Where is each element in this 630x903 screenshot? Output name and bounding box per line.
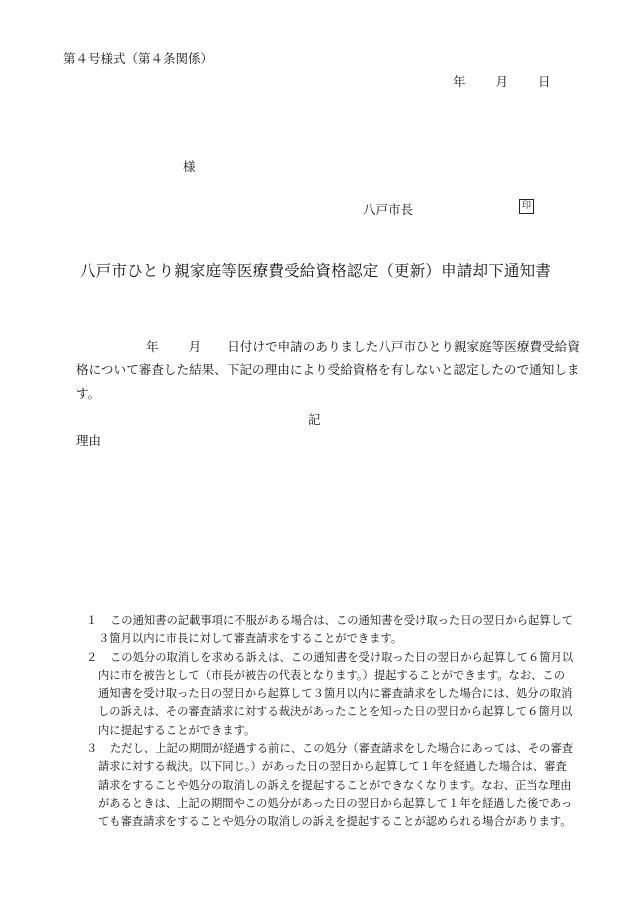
body-text: 日付けで申請のありました八戸市ひとり親家庭等医療費受給資格について審査した結果、下記の理由により受給資格を有しないと認定したので通知します。 — [76, 338, 580, 402]
issue-date — [453, 72, 551, 90]
note-number: ２ — [86, 650, 98, 664]
body-paragraph — [76, 335, 582, 406]
seal-mark: 印 — [519, 199, 534, 214]
note-text: ただし、上記の期間が経過する前に、この処分（審査請求をした場合にあっては、その審査請求に対する裁決。以下同じ。）があった日の翌日から起算して１年を経過した場合は、審査請求をすることや処分の取消しの訴えを提起することができなくなります。なお、正当な理由があるときは、上記の期間やこの処分があった日の翌日から起算して１年を経過した後であっても審査請求をすることや処分の取消しの訴えを提起することが認められる場合があります。 — [98, 742, 574, 829]
date-year: 年 — [453, 74, 466, 89]
body-year: 年 — [146, 338, 159, 354]
date-month: 月 — [495, 74, 509, 89]
note-number: ３ — [86, 742, 98, 756]
form-number: 第４号様式（第４条関係） — [63, 51, 214, 66]
body-month: 月 — [188, 338, 202, 354]
document-title: 八戸市ひとり親家庭等医療費受給資格認定（更新）申請却下通知書 — [80, 262, 552, 280]
note-text: この処分の取消しを求める訴えは、この通知書を受け取った日の翌日から起算して６箇月以内に市を被告として（市長が被告の代表となります。）提起することができます。なお、この通知書を受け取った日の翌日から起算して３箇月以内に審査請求をした場合には、処分の取消しの訴えは、その審査請求に対する裁決があったことを知った日の翌日から起算して６箇月以内に提起することができます。 — [98, 650, 574, 737]
note-text: この通知書の記載事項に不服がある場合は、この通知書を受け取った日の翌日から起算して３箇月以内に市長に対して審査請求をすることができます。 — [98, 614, 574, 646]
record-mark: 記 — [308, 412, 321, 427]
issuer-title: 八戸市長 — [363, 202, 414, 217]
date-day: 日 — [538, 74, 551, 89]
note-item — [86, 612, 576, 649]
addressee-suffix: 様 — [183, 159, 196, 174]
note-item — [86, 649, 576, 740]
note-item — [86, 740, 576, 831]
reason-label: 理由 — [76, 433, 102, 448]
note-number: １ — [86, 614, 98, 627]
notes-list — [86, 612, 576, 832]
